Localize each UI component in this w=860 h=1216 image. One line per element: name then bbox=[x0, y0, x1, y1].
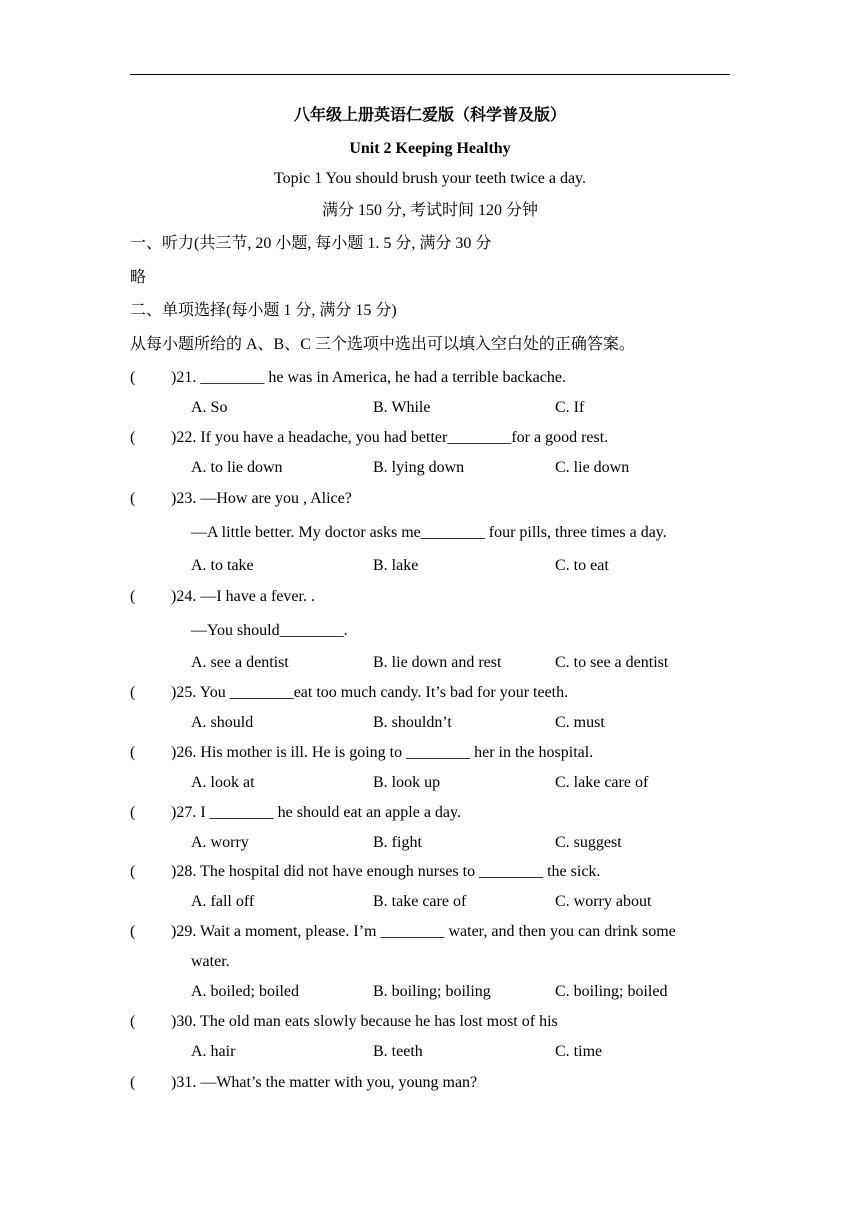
option-b: B. take care of bbox=[373, 893, 467, 910]
option-a: A. should bbox=[191, 714, 254, 731]
answer-paren: ( bbox=[130, 369, 136, 386]
option-b: B. look up bbox=[373, 774, 441, 791]
question-stem: )26. His mother is ill. He is going to ________ her in the hospital. bbox=[171, 744, 594, 761]
option-b: B. lie down and rest bbox=[373, 654, 502, 671]
option-b: B. While bbox=[373, 399, 431, 416]
option-c: C. worry about bbox=[555, 893, 652, 910]
option-b: B. boiling; boiling bbox=[373, 983, 491, 1000]
topic-title: Topic 1 You should brush your teeth twice a day. bbox=[273, 170, 587, 187]
answer-paren: ( bbox=[130, 744, 136, 761]
option-c: C. suggest bbox=[555, 834, 622, 851]
section2-heading: 二、单项选择(每小题 1 分, 满分 15 分) bbox=[130, 302, 397, 319]
option-c: C. boiling; boiled bbox=[555, 983, 668, 1000]
answer-paren: ( bbox=[130, 923, 136, 940]
option-a: A. to lie down bbox=[191, 459, 283, 476]
section1-heading: 一、听力(共三节, 20 小题, 每小题 1. 5 分, 满分 30 分 bbox=[130, 235, 492, 252]
option-c: C. must bbox=[555, 714, 605, 731]
unit-title: Unit 2 Keeping Healthy bbox=[349, 140, 511, 157]
section2-instruction: 从每小题所给的 A、B、C 三个选项中选出可以填入空白处的正确答案。 bbox=[130, 336, 635, 353]
option-c: C. lake care of bbox=[555, 774, 649, 791]
question-stem: )31. —What’s the matter with you, young man? bbox=[171, 1074, 478, 1091]
question-extra: water. bbox=[191, 953, 230, 970]
answer-paren: ( bbox=[130, 490, 136, 507]
option-a: A. look at bbox=[191, 774, 255, 791]
option-a: A. boiled; boiled bbox=[191, 983, 299, 1000]
answer-paren: ( bbox=[130, 1074, 136, 1091]
option-b: B. lake bbox=[373, 557, 419, 574]
option-c: C. to see a dentist bbox=[555, 654, 669, 671]
document-title: 八年级上册英语仁爱版（科学普及版） bbox=[293, 107, 566, 124]
answer-paren: ( bbox=[130, 429, 136, 446]
option-a: A. fall off bbox=[191, 893, 255, 910]
option-a: A. see a dentist bbox=[191, 654, 289, 671]
option-a: A. So bbox=[191, 399, 228, 416]
question-stem: )22. If you have a headache, you had better________for a good rest. bbox=[171, 429, 609, 446]
top-rule bbox=[130, 74, 730, 75]
option-c: C. lie down bbox=[555, 459, 630, 476]
option-b: B. teeth bbox=[373, 1043, 423, 1060]
question-extra: —You should________. bbox=[191, 622, 348, 639]
option-c: C. If bbox=[555, 399, 585, 416]
answer-paren: ( bbox=[130, 804, 136, 821]
option-b: B. shouldn’t bbox=[373, 714, 452, 731]
option-c: C. to eat bbox=[555, 557, 609, 574]
option-a: A. to take bbox=[191, 557, 254, 574]
score-info: 满分 150 分, 考试时间 120 分钟 bbox=[321, 202, 538, 219]
question-stem: )24. —I have a fever. . bbox=[171, 588, 315, 605]
answer-paren: ( bbox=[130, 863, 136, 880]
answer-paren: ( bbox=[130, 1013, 136, 1030]
option-a: A. worry bbox=[191, 834, 249, 851]
question-stem: )30. The old man eats slowly because he has lost most of his bbox=[171, 1013, 558, 1030]
question-stem: )23. —How are you , Alice? bbox=[171, 490, 352, 507]
option-c: C. time bbox=[555, 1043, 603, 1060]
option-a: A. hair bbox=[191, 1043, 236, 1060]
answer-paren: ( bbox=[130, 588, 136, 605]
section1-note: 略 bbox=[130, 269, 147, 286]
question-stem: )27. I ________ he should eat an apple a day. bbox=[171, 804, 461, 821]
question-stem: )28. The hospital did not have enough nurses to ________ the sick. bbox=[171, 863, 601, 880]
question-stem: )25. You ________eat too much candy. It’s bad for your teeth. bbox=[171, 684, 569, 701]
option-b: B. fight bbox=[373, 834, 422, 851]
question-stem: )21. ________ he was in America, he had a terrible backache. bbox=[171, 369, 566, 386]
option-b: B. lying down bbox=[373, 459, 465, 476]
question-stem: )29. Wait a moment, please. I’m ________ water, and then you can drink some bbox=[171, 923, 676, 940]
question-extra: —A little better. My doctor asks me________ four pills, three times a day. bbox=[191, 524, 667, 541]
answer-paren: ( bbox=[130, 684, 136, 701]
